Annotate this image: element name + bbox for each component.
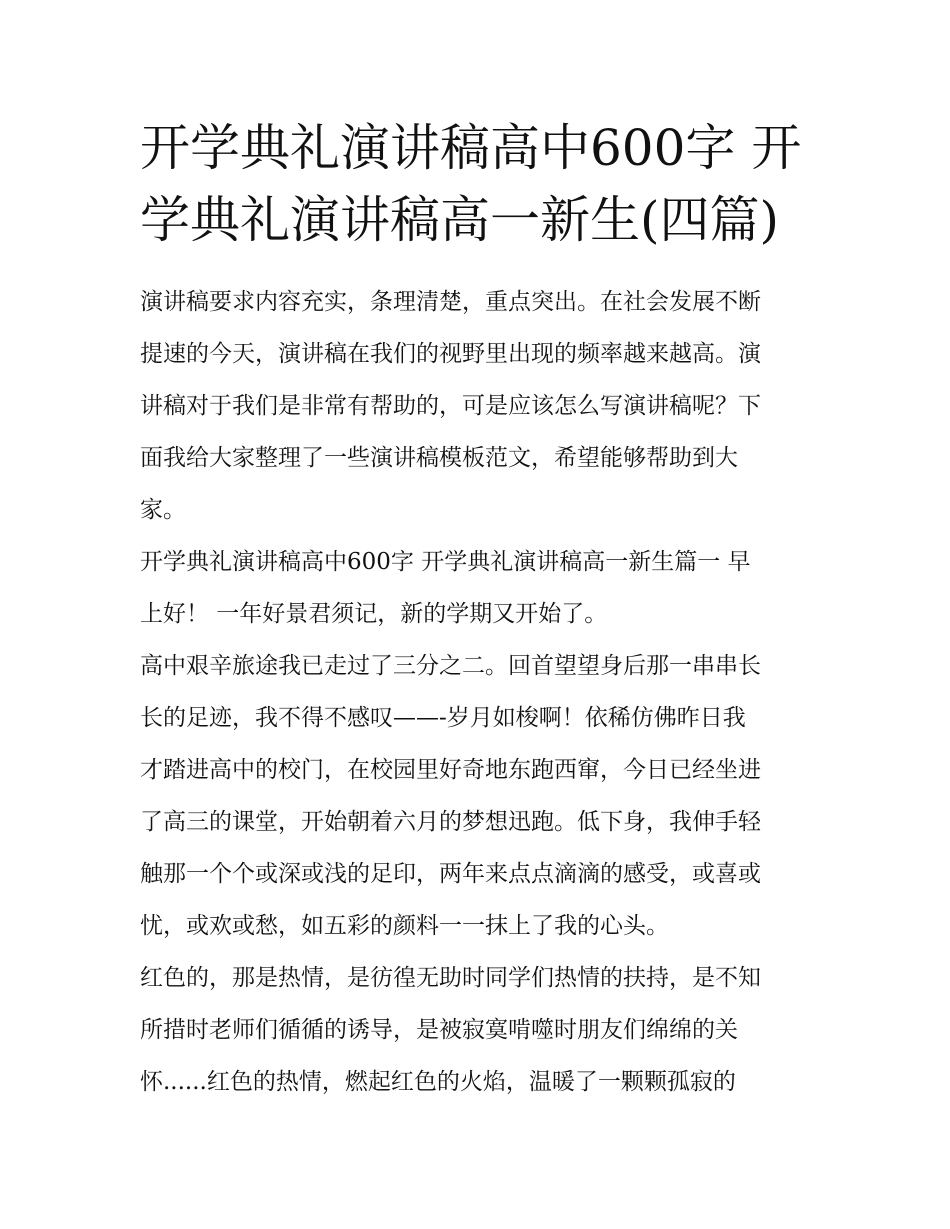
text-line: 上好！ 一年好景君须记，新的学期又开始了。	[140, 601, 608, 627]
text-line: 怀......红色的热情，燃起红色的火焰，温暖了一颗颗孤寂的	[140, 1069, 736, 1095]
text-line: 长的足迹，我不得不感叹——-岁月如梭啊！依稀仿佛昨日我	[140, 705, 746, 731]
document-body	[140, 276, 812, 1108]
text-line: 所措时老师们循循的诱导，是被寂寞啃噬时朋友们绵绵的关	[140, 1017, 738, 1043]
text-line: 演讲稿要求内容充实，条理清楚，重点突出。在社会发展不断	[140, 289, 761, 315]
title-line: 学典礼演讲稿高一新生(四篇)	[140, 191, 780, 249]
text-line: 才踏进高中的校门，在校园里好奇地东跑西窜，今日已经坐进	[140, 757, 761, 783]
text-line: 触那一个个或深或浅的足印，两年来点点滴滴的感受，或喜或	[140, 861, 761, 887]
text-line: 了高三的课堂，开始朝着六月的梦想迅跑。低下身，我伸手轻	[140, 809, 761, 835]
title-line: 开学典礼演讲稿高中600字 开	[140, 119, 802, 177]
text-line: 提速的今天，演讲稿在我们的视野里出现的频率越来越高。演	[140, 341, 761, 367]
document-title	[140, 112, 820, 256]
text-line: 家。	[140, 497, 186, 523]
text-line: 忧，或欢或愁，如五彩的颜料一一抹上了我的心头。	[140, 913, 669, 939]
text-line: 红色的，那是热情，是彷徨无助时同学们热情的扶持，是不知	[140, 965, 761, 991]
text-line: 讲稿对于我们是非常有帮助的，可是应该怎么写演讲稿呢？下	[140, 393, 761, 419]
text-line: 开学典礼演讲稿高中600字 开学典礼演讲稿高一新生篇一 早	[140, 549, 751, 575]
text-line: 面我给大家整理了一些演讲稿模板范文，希望能够帮助到大	[140, 445, 738, 471]
text-line: 高中艰辛旅途我已走过了三分之二。回首望望身后那一串串长	[140, 653, 761, 679]
